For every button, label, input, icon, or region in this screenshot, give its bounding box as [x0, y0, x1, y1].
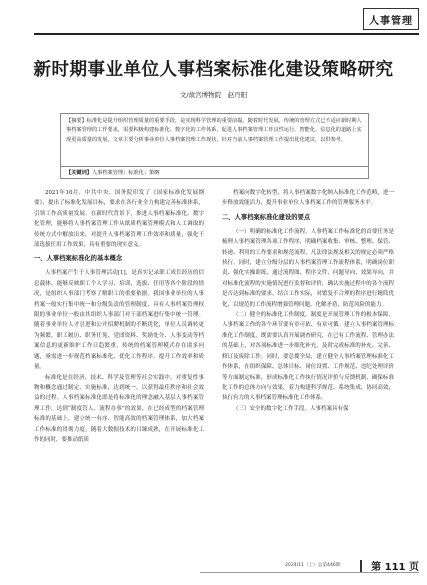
section-heading: 一、人事档案标准化的基本概念 [34, 255, 123, 263]
footer-separator [360, 560, 362, 572]
paragraph: （二）健全的标准化工作制度。制度是开展管理工作的根本保障，人事档案工作的各个环节要有章可依、有章可循。建立人事档案管理标准化工作制度，既需要认真开展调查研究，在已有工作流程、管理办法的基础上，对各项标准进一步细化补充，及时完成标准的补充、完善、修订及废除工作。同时，要总揽全局，建立健全人事档案管理标准化工作体系，在组织保障、总体目标、岗位设置、工作规范、违纪处理评价等方面制定标准，形成标准化工作执行情况评价与反馈机制，确保标准化工作的总体方向与效果，着力构建科学规范、系统集成、协同高效，执行有力的人事档案管理标准化工作体系。 [222, 312, 394, 402]
footer-issue: 2024/11（上）总第446期 [285, 563, 341, 568]
article-title: 新时期事业单位人事档案标准化建设策略研究 [33, 60, 394, 80]
left-column [34, 188, 204, 445]
paragraph: 标准化是在经济、技术、科学及管理等社会实践中，对重复性事物和概念通过制定、实施标准，达到统一，以获得最佳秩序和社会效益的过程。人事档案标准化即是将标准化的理念融入基层人事档案管理工作，达到“制度管人、流程办事”的效果。在已经成型的档案管理标准的基础上，建立统一有序、智能高效的档案管理体系，加大档案工作标准的贯彻力度。随着大数据技术的日臻成熟，在开展标准化工作的同时，要推动纸质 [34, 374, 204, 443]
keywords-box [60, 167, 369, 179]
right-column [222, 188, 394, 414]
paragraph: 档案向数字化转型，将人事档案数字化纳入标准化工作范畴，进一步释放效能活力，提升事业单位人事档案工作的管理服务水平。 [222, 190, 394, 207]
keywords-label: 【关键词】 [66, 170, 92, 176]
footer-rule [200, 572, 419, 573]
paragraph: （三）安全的数字化工作手段。人事档案具有保 [233, 405, 349, 412]
section-heading: 二、人事档案标准化建设的要点 [222, 213, 311, 221]
abstract-box [60, 113, 369, 167]
page-footer [0, 560, 427, 574]
paragraph: 人事档案产生于人事管理活动[1]，是真实记录职工成长经历的信息载体，能够反映职工个人学习、培训、选拔、任用等各个阶段的情况，是组织人事部门考察了解职工的重要依据。我国事业单位的人事档案一般实行集中统一和分级负责的管理制度，具有人事档案管理权限的事业单位一般由其组织人事部门对干部档案进行集中统一管理。随着事业单位人才引进和公开招聘机制的不断优化，单位人员调转更为频繁，职工履历、职务任免、党团资料、奖励处分、人事变动等档案信息的更新维护工作日趋繁重，传统的档案管理模式存在诸多问题，亟需进一步规范档案标准化、优化工作程序，提升工作效率和质量。 [34, 270, 204, 371]
paragraph: （一）明确的标准化工作流程。人事档案工作标准化的首要任务是梳理人事档案管理各项工作程序，明确档案收集、审核、整理、保管、转递、利用的工作要求和规范流程，凡法律法规及相关的规定必须严格执行。同时，建立分级分层的人事档案管理工作流程体系，明确岗位职责、强化实操训练，通过流程图、程序文件、问题导向、效果导向，并对标准化流程的实施情况进行监督和评价，确认实施过程中的各个流程是否达到标准的要求。结合工作实际，对繁复不合理的程序进行精简优化，以规范的工作流程增强管理问题，化解矛盾，防范风险的能力。 [222, 228, 394, 308]
keywords-text: 人事档案管理；标准化；策略 [91, 170, 160, 176]
abstract-text: 【摘要】标准化是提升组织管理质量的重要手段，是实现科学管理的重要前提。随着时代发展，传统的管理方式已不适应新时期人事档案管理的工作要求，需要积极构建标准化、数字化的工作体系，促进人事档案管理工作良性运行、智能化、信息化的道路上实现更高质量的发展。文章主要分析事业单位人事档案管理工作现状，针对当前人事档案管理工作提出优化建议，以供参考。 [66, 118, 362, 143]
page-number: 第 111 页 [371, 562, 419, 573]
article-authors: 文/故宫博物院 赵丹阳 [179, 91, 248, 99]
header-rule [34, 33, 419, 35]
column-tag: 人事管理 [363, 8, 419, 30]
paragraph: 2021年10月，中共中央、国务院印发了《国家标准化发展纲要》，提出了标准化发展目标，要求在各行业全力构建完善标准体系，引领工作高质量发展。在新时代背景下，推进人事档案标准化、数字化管理，能够将人事档案管理工作从纸质档案管理模式和人工调取的传统方式中解放出来，对提升人事档案管理工作效率和质量，强化干部选拔任用工作效果，具有重要的现实意义。 [34, 190, 204, 249]
